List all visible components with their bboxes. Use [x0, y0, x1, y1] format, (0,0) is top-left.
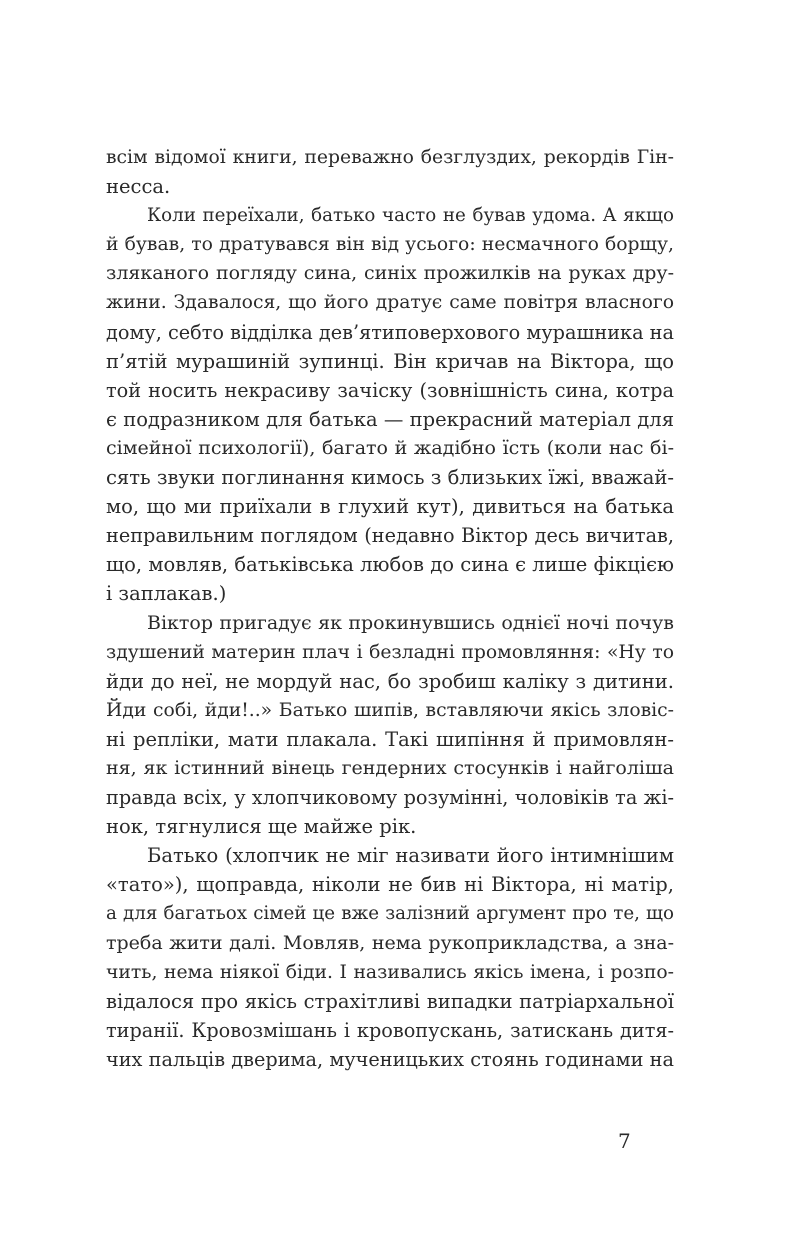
text-line: мо, що ми приїхали в глухий кут), дивиться на батька [106, 495, 674, 519]
text-line: всім відомої книги, переважно безглуздих, рекордів Гін- [106, 147, 674, 168]
text-line: неправильним поглядом (недавно Віктор десь вичитав, [106, 524, 674, 548]
text-line: а для багатьох сімей це вже залізний аргумент про те, що [106, 903, 674, 925]
text-line: чих пальців дверима, мученицьких стоянь годинами на [106, 1047, 674, 1071]
page-body-text [106, 143, 674, 1074]
text-line: сімейної психології), багато й жадібно їсть (коли нас бі- [106, 436, 674, 459]
text-line: Віктор пригадує як прокинувшись однієї ночі почув [147, 611, 674, 634]
text-line: що, мовляв, батьківська любов до сина є лише фікцією [106, 553, 674, 577]
page-number: 7 [618, 1129, 631, 1153]
text-line: той носить некрасиву зачіску (зовнішність сина, котра [106, 378, 674, 402]
text-line: і заплакав.) [106, 582, 227, 606]
text-line: ня, як істинний вінець гендерних стосунків і найголіша [106, 756, 674, 779]
text-line: зляканого погляду сина, синіх прожилків на руках дру- [106, 262, 674, 285]
text-line: сять звуки поглинання кимось з близьких їжі, вважай- [106, 466, 674, 490]
text-line: жини. Здавалося, що його дратує саме повітря власного [106, 292, 674, 314]
text-line: здушений материн плач і безладні промовляння: «Ну то [106, 641, 674, 663]
text-line: відалося про якісь страхітливі випадки патріархальної [106, 989, 674, 1013]
text-line: Йди собі, йди!..» Батько шипів, вставляючи якісь зловіс- [106, 699, 674, 721]
text-line: дому, себто відділка дев’ятиповерхового мурашника на [106, 320, 674, 344]
text-line: п’ятій мурашиній зупинці. Він кричав на Віктора, що [106, 349, 674, 373]
text-line: треба жити далі. Мовляв, нема рукоприкладства, а зна- [106, 931, 674, 954]
text-line: йди до неї, не мордуй нас, бо зробиш каліку з дитини. [106, 669, 674, 693]
text-line: Батько (хлопчик не міг називати його інтимнішим [147, 844, 674, 868]
text-line: правда всіх, у хлопчиковому розумінні, чоловіків та жі- [106, 786, 674, 810]
text-line: чить, нема ніякої біди. І називались якісь імена, і розпо- [106, 961, 674, 983]
text-line: тиранії. Кровозмішань і кровопускань, затискань дитя- [106, 1018, 674, 1042]
text-line: й бував, то дратувався він від усього: несмачного борщу, [106, 234, 674, 256]
text-line: «тато»), щоправда, ніколи не бив ні Віктора, ні матір, [106, 873, 674, 897]
text-line: нок, тягнулися ще майже рік. [106, 815, 417, 839]
text-line: ні репліки, мати плакала. Такі шипіння й примовлян- [106, 727, 674, 751]
text-line: несса. [106, 175, 171, 199]
text-line: є подразником для батька — прекрасний матеріал для [106, 407, 674, 431]
text-line: Коли переїхали, батько часто не бував удома. А якщо [147, 205, 674, 227]
